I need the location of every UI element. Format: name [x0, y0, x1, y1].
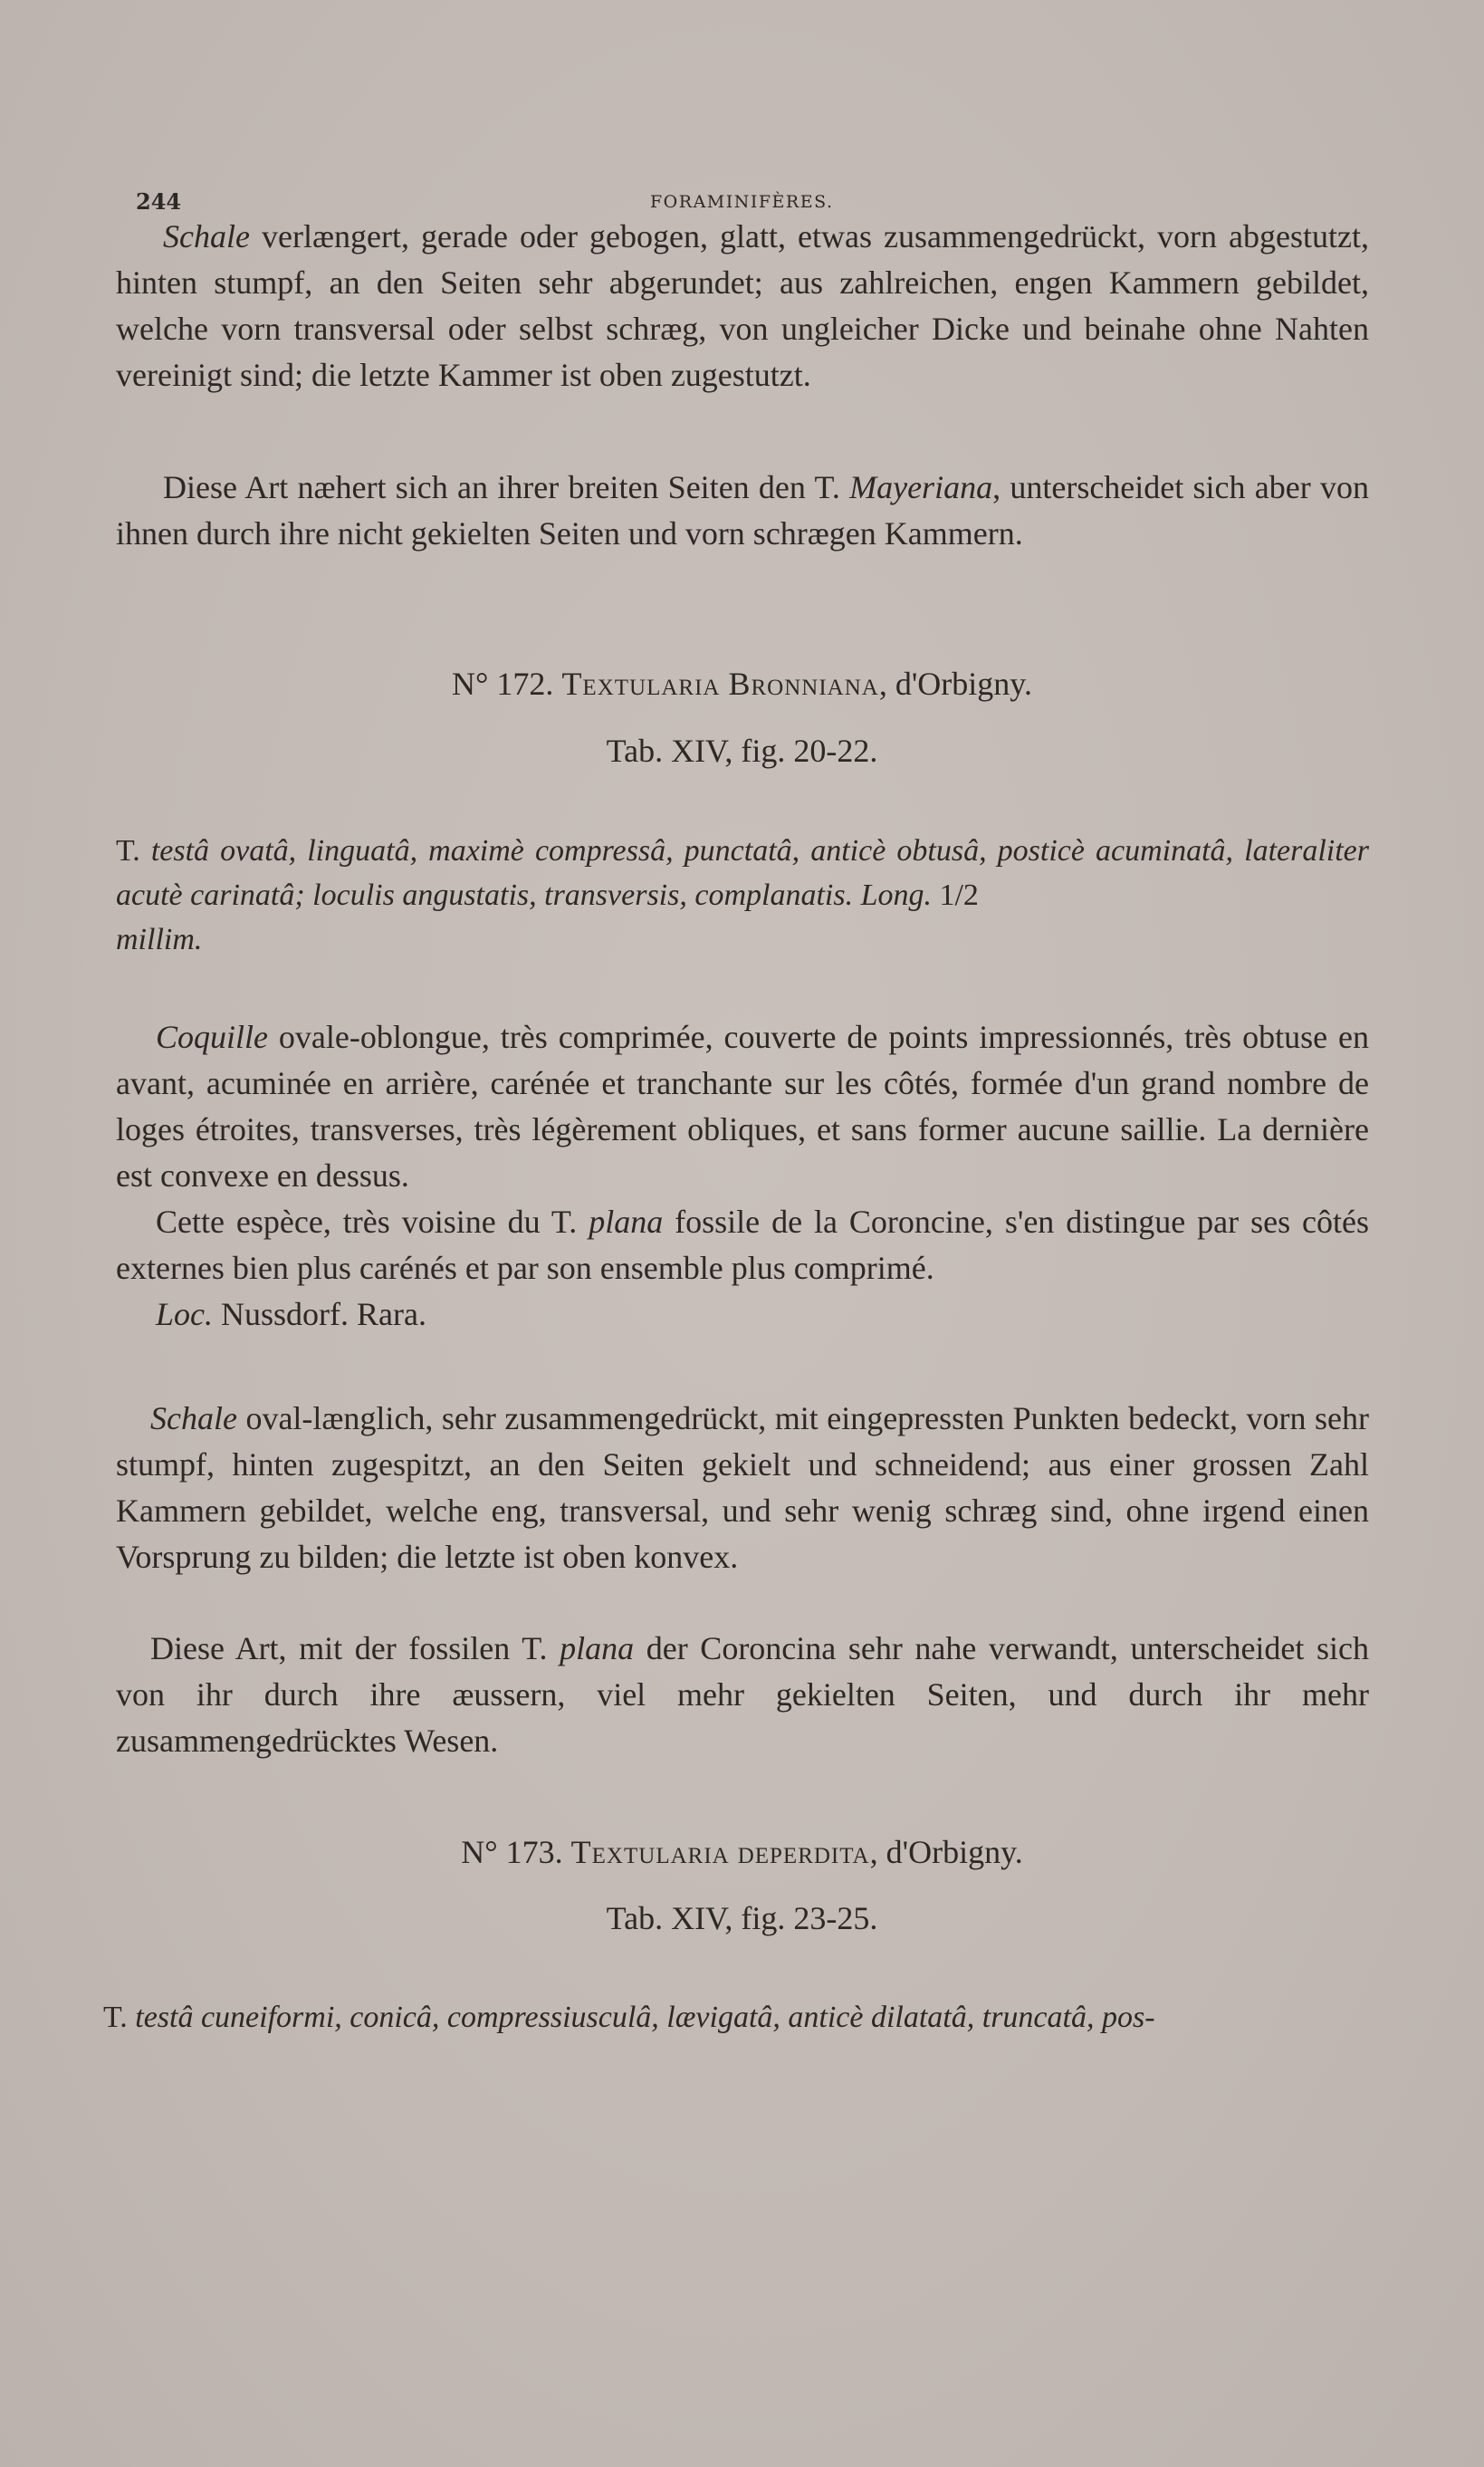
- species-number: N° 172.: [452, 666, 554, 702]
- paragraph-text: der Coroncina sehr nahe verwandt, unterscheidet sich von ihr durch ihre æussern, viel mehr gekielten Seiten, und durch ihr mehr zusammengedrücktes Wesen.: [116, 1630, 1369, 1759]
- locality-text: Nussdorf. Rara.: [213, 1296, 426, 1332]
- latin-diagnosis-173: [103, 1995, 1371, 2040]
- page-number: 244: [136, 188, 182, 215]
- paragraph-french-description: [116, 1014, 1369, 1199]
- latin-text: testâ cuneiformi, conicâ, compressiusculâ, lævigatâ, anticè dilatatâ, truncatâ, pos-: [135, 2001, 1155, 2034]
- paragraph-text: ovale-oblongue, très comprimée, couverte de points impressionnés, très obtuse en avant, acuminée en arrière, carénée et tranchante sur les côtés, formée d'un grand nombre de loges étroites, transverses, très légèrement obliques, et sans former aucune saillie. La dernière est convexe en dessus.: [116, 1019, 1369, 1194]
- locality-label: Loc.: [156, 1296, 213, 1332]
- running-title: FORAMINIFÈRES.: [650, 192, 834, 212]
- latin-diagnosis-172: [116, 829, 1369, 962]
- paragraph-locality: [116, 1291, 1369, 1338]
- paragraph-text: oval-længlich, sehr zusammengedrückt, mit eingepressten Punkten bedeckt, vorn sehr stumpf, hinten zugespitzt, an den Seiten gekielt und schneidend; aus einer grossen Zahl Kammern gebildet, welche eng, transversal, und sehr wenig schræg sind, ohne irgend einen Vorsprung zu bilden; die letzte ist oben konvex.: [116, 1400, 1369, 1575]
- species-name: plana: [560, 1630, 635, 1666]
- species-author: , d'Orbigny.: [878, 666, 1032, 702]
- paragraph-label: Schale: [163, 218, 250, 254]
- paragraph-text: verlængert, gerade oder gebogen, glatt, etwas zusammengedrückt, vorn abgestutzt, hinten stumpf, an den Seiten sehr abgerundet; aus zahlreichen, engen Kammern gebildet, welche vorn transversal oder selbst schræg, von ungleicher Dicke und beinahe ohne Nahten vereinigt sind; die letzte Kammer ist oben zugestutzt.: [116, 218, 1369, 393]
- latin-text: testâ ovatâ, linguatâ, maximè compressâ, punctatâ, anticè obtusâ, posticè acuminatâ, lateraliter acutè carinatâ; loculis angustatis, transversis, complanatis. Long.: [116, 834, 1370, 912]
- species-heading-173: [0, 1833, 1484, 1871]
- plate-reference-173: Tab. XIV, fig. 23-25.: [606, 1900, 878, 1936]
- paragraph-text: , unterscheidet sich aber von ihnen durch ihre nicht gekielten Seiten und vorn schrægen Kammern.: [116, 469, 1369, 552]
- paragraph-text: Diese Art næhert sich an ihrer breiten Seiten den T.: [163, 469, 850, 505]
- species-name: Mayeriana: [849, 469, 993, 505]
- genus-name: Textularia: [570, 1834, 730, 1870]
- species-name: plana: [589, 1204, 664, 1240]
- paragraph-text: fossile de la Coroncine, s'en distingue par ses côtés externes bien plus carénés et par son ensemble plus comprimé.: [116, 1204, 1369, 1286]
- latin-prefix: T.: [116, 834, 151, 868]
- paragraph-german-comparison-172: [116, 1626, 1369, 1764]
- paragraph-text: Cette espèce, très voisine du T.: [156, 1204, 589, 1240]
- species-name: Bronniana: [728, 666, 879, 702]
- paragraph-german-description-172: [116, 1396, 1369, 1580]
- paragraph-label: Schale: [150, 1400, 237, 1436]
- latin-size: 1/2: [931, 878, 979, 912]
- species-heading-172: [0, 665, 1484, 703]
- genus-name: Textularia: [561, 666, 721, 702]
- latin-unit: millim.: [116, 923, 203, 956]
- paragraph-text: Diese Art, mit der fossilen T.: [150, 1630, 560, 1666]
- species-name: deperdita: [737, 1834, 870, 1870]
- latin-prefix: T.: [103, 2001, 136, 2034]
- paragraph-french-comparison: [116, 1199, 1369, 1291]
- paragraph-german-description: [116, 214, 1369, 398]
- species-number: N° 173.: [461, 1834, 563, 1870]
- plate-reference-172: Tab. XIV, fig. 20-22.: [606, 733, 878, 769]
- species-author: , d'Orbigny.: [869, 1834, 1023, 1870]
- paragraph-label: Coquille: [156, 1019, 268, 1055]
- paragraph-german-comparison: [116, 465, 1369, 557]
